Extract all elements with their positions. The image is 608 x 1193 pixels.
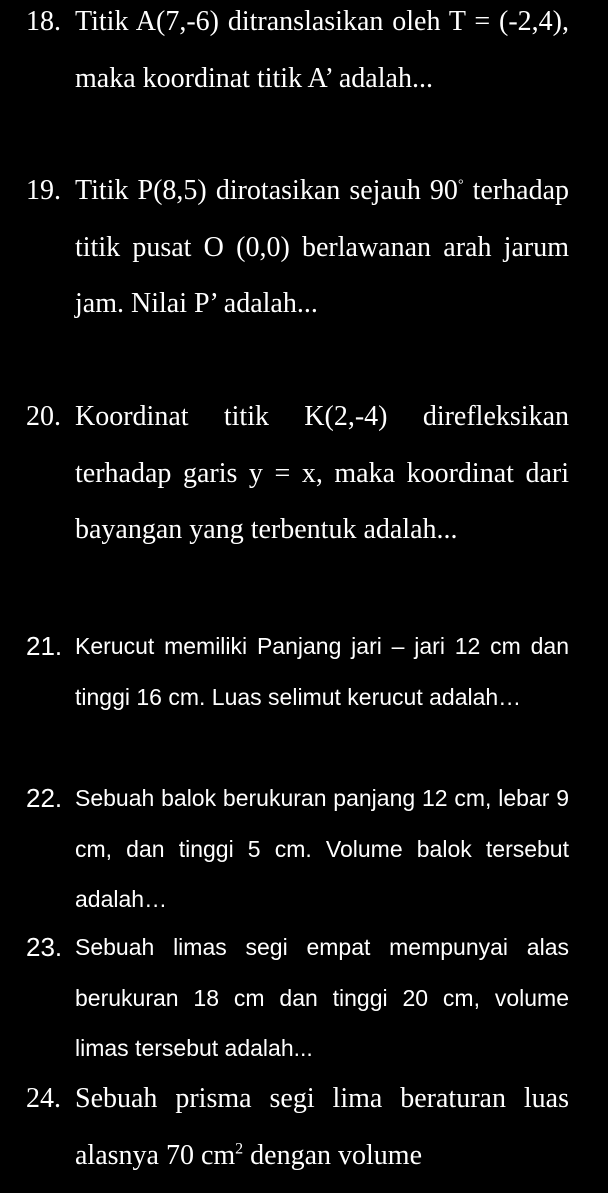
question-text: Koordinat titik K(2,-4) direfleksikan terhadap garis y = x, maka koordinat dari bayangan yang terbentuk adalah... bbox=[75, 401, 569, 545]
question-text: Kerucut memiliki Panjang jari – jari 12 cm dan tinggi 16 cm. Luas selimut kerucut adalah… bbox=[75, 633, 569, 710]
superscript: 2 bbox=[235, 1140, 244, 1158]
question-text: Titik A(7,-6) ditranslasikan oleh T = (-2,4), maka koordinat titik A’ adalah... bbox=[75, 6, 569, 94]
degree-symbol: ° bbox=[457, 177, 464, 193]
question-text: Sebuah limas segi empat mempunyai alas berukuran 18 cm dan tinggi 20 cm, volume limas tersebut adalah... bbox=[75, 934, 569, 1061]
question-text-part: dengan volume bbox=[243, 1139, 423, 1171]
question-text-part: Sebuah prisma segi lima beraturan luas alasnya 70 cm bbox=[75, 1083, 569, 1171]
question-number: 22. bbox=[26, 783, 63, 813]
question-number: 20. bbox=[26, 401, 61, 432]
question-text-part: Titik P(8,5) dirotasikan sejauh 90 bbox=[75, 175, 458, 206]
question-text bbox=[75, 163, 569, 333]
question-text: Sebuah balok berukuran panjang 12 cm, lebar 9 cm, dan tinggi 5 cm. Volume balok tersebut adalah… bbox=[75, 785, 569, 912]
question-number: 24. bbox=[26, 1083, 61, 1114]
question-number: 21. bbox=[26, 631, 63, 661]
question-text-part: terhadap titik pusat O (0,0) berlawanan arah jarum jam. Nilai P’ adalah... bbox=[75, 175, 570, 319]
question-text bbox=[75, 1071, 569, 1184]
question-number: 23. bbox=[26, 932, 63, 962]
question-number: 19. bbox=[26, 175, 61, 206]
question-number: 18. bbox=[26, 6, 61, 37]
